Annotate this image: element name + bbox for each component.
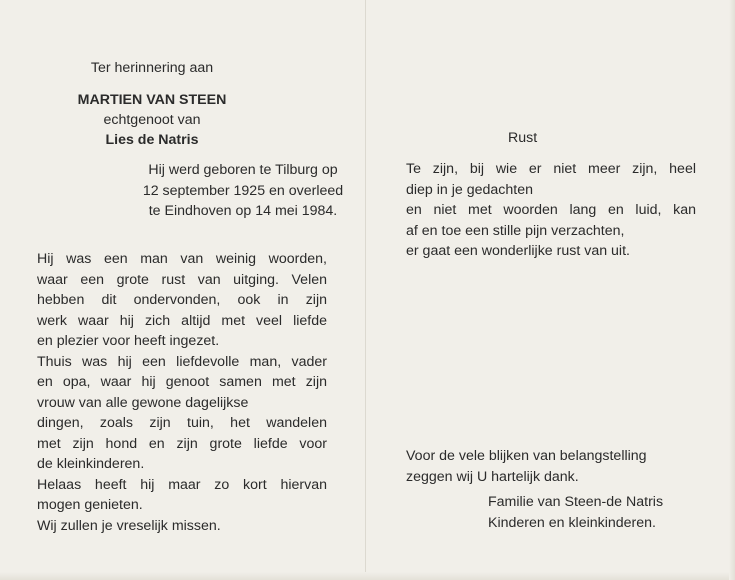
header-block	[37, 58, 327, 150]
card-edge-right	[729, 0, 735, 580]
card-fold	[365, 0, 366, 580]
bio-line: Wij zullen je vreselijk missen.	[37, 517, 221, 534]
relation-text: echtgenoot van	[103, 112, 201, 128]
poem-line: er gaat een wonderlijke rust van uit.	[406, 243, 630, 259]
thanks-block	[406, 446, 696, 487]
signature-line: Familie van Steen-de Natris	[488, 494, 664, 510]
bio-line: Thuis was hij een liefdevolle man, vader	[37, 353, 327, 370]
bio-line: de kleinkinderen.	[37, 456, 145, 472]
signature-line: Kinderen en kleinkinderen.	[488, 514, 656, 531]
card-edge-bottom	[0, 572, 735, 580]
birth-line: 12 september 1925 en overleed	[142, 182, 344, 199]
intro-text: Ter herinnering aan	[90, 60, 214, 76]
bio-line: werk waar hij zich altijd met veel liefde	[37, 312, 327, 329]
bio-line: en plezier voor heeft ingezet.	[37, 333, 220, 349]
poem-block	[406, 128, 696, 262]
bio-line: vrouw van alle gewone dagelijkse	[37, 394, 249, 411]
bio-line: en opa, waar hij genoot samen met zijn	[37, 374, 327, 390]
bio-line: Helaas heeft hij maar zo kort hiervan	[37, 476, 327, 493]
thanks-line: Voor de vele blijken van belangstelling	[406, 448, 647, 464]
thanks-line: zeggen wij U hartelijk dank.	[406, 468, 579, 485]
poem-line: en niet met woorden lang en luid, kan	[406, 202, 696, 218]
bio-line: dingen, zoals zijn tuin, het wandelen	[37, 415, 327, 431]
bio-line: mogen genieten.	[37, 497, 143, 513]
birth-line: Hij werd geboren te Tilburg op	[148, 162, 338, 178]
spouse-name: Lies de Natris	[105, 132, 199, 148]
poem-line: af en toe een stille pijn verzachten,	[406, 222, 625, 239]
poem-line: diep in je gedachten	[406, 181, 534, 198]
bio-line: hebben dit ondervonden, ook in zijn	[37, 292, 327, 308]
bio-line: met zijn hond en zijn grote liefde voor	[37, 435, 327, 452]
bio-line: waar een grote rust van uitging. Velen	[37, 271, 327, 288]
birth-death-block	[118, 160, 368, 222]
signature-block	[488, 492, 708, 533]
birth-line: te Eindhoven op 14 mei 1984.	[148, 203, 338, 219]
bio-line: Hij was een man van weinig woorden,	[37, 251, 327, 267]
poem-title: Rust	[508, 130, 538, 146]
poem-line: Te zijn, bij wie er niet meer zijn, heel	[406, 161, 696, 177]
deceased-name: MARTIEN VAN STEEN	[77, 92, 227, 108]
biography	[37, 249, 327, 536]
